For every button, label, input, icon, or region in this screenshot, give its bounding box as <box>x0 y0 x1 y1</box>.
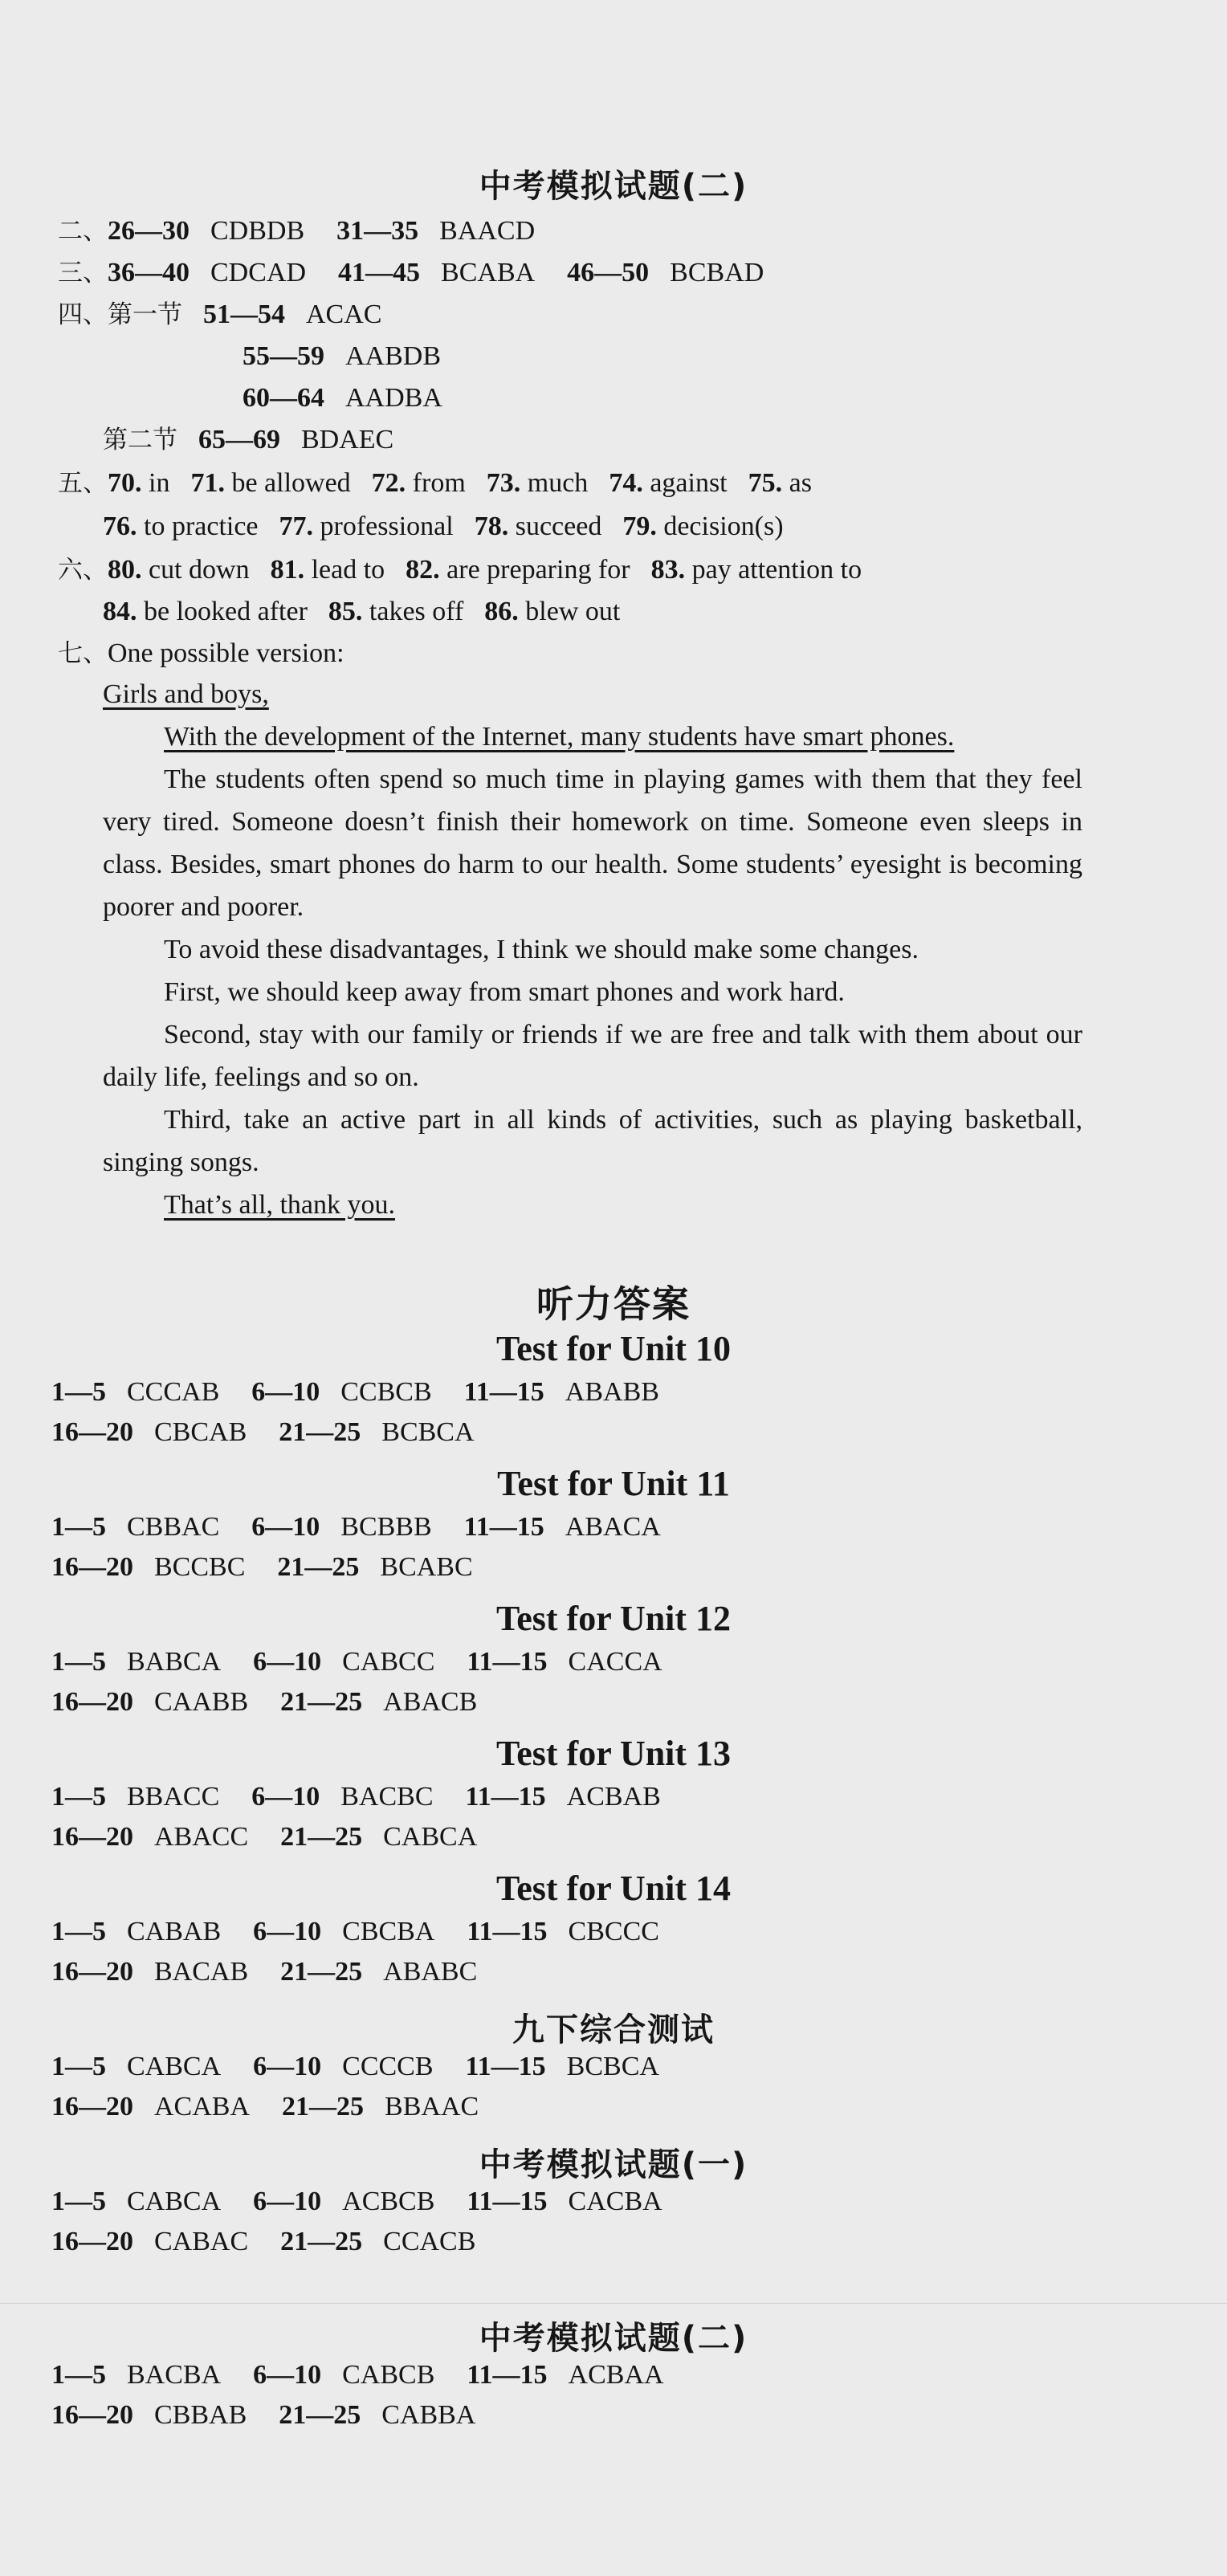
test-answers-row-1: 1—5 CABCA 6—10 CCCCB 11—15 BCBCA <box>51 2052 659 2081</box>
test-answers-row-1: 1—5 CABCA 6—10 ACBCB 11—15 CACBA <box>51 2187 662 2216</box>
test-answers-row-2: 16—20 CABAC 21—25 CCACB <box>51 2227 476 2256</box>
test-answers-row-2: 16—20 ACABA 21—25 BBAAC <box>51 2092 479 2122</box>
essay-paragraph-5: Second, stay with our family or friends if we are free and talk with them about our daily life, feelings and so on. <box>103 1020 1082 1092</box>
sec5-line-2: 76. to practice 77. professional 78. succeed 79. decision(s) <box>103 512 784 541</box>
exam2-title: 中考模拟试题(二) <box>479 168 748 205</box>
test-title: 中考模拟试题(二) <box>479 2320 748 2357</box>
sec4-part2-line: 第二节 65—69 BDAEC <box>103 425 394 454</box>
sec6-line-2: 84. be looked after 85. takes off 86. blew out <box>103 597 621 626</box>
essay-paragraph-6: Third, take an active part in all kinds of activities, such as playing basketball, singing songs. <box>103 1105 1082 1177</box>
sec5-line-1: 五、70. in 71. be allowed 72. from 73. much 74. against 75. as <box>58 468 812 498</box>
essay-paragraph-4: First, we should keep away from smart phones and work hard. <box>164 977 845 1007</box>
test-title: Test for Unit 14 <box>495 1869 732 1908</box>
essay-paragraph-2: The students often spend so much time in playing games with them that they feel very tired. Someone doesn’t finish their homework on time. Someone even sleeps in class. Besides, smart phones do harm to our health. Some students’ eyesight is becoming poorer and poorer. <box>103 764 1082 922</box>
test-title: Test for Unit 10 <box>495 1329 732 1368</box>
test-answers-row-1: 1—5 CBBAC 6—10 BCBBB 11—15 ABACA <box>51 1512 661 1542</box>
sec2-line: 二、26—30 CDBDB 31—35 BAACD <box>58 216 536 246</box>
test-title: 中考模拟试题(一) <box>479 2146 748 2183</box>
test-answers-row-1: 1—5 BACBA 6—10 CABCB 11—15 ACBAA <box>51 2360 664 2390</box>
sample-essay <box>103 673 1082 1226</box>
test-answers-row-2: 16—20 BCCBC 21—25 BCABC <box>51 1552 473 1582</box>
test-title: Test for Unit 13 <box>495 1734 732 1773</box>
essay-closing: That’s all, thank you. <box>164 1190 396 1220</box>
essay-greeting: Girls and boys, <box>103 679 269 709</box>
test-answers-row-1: 1—5 CCCAB 6—10 CCBCB 11—15 ABABB <box>51 1377 659 1407</box>
sec4-line-3: 60—64 AADBA <box>243 383 442 413</box>
test-title: 九下综合测试 <box>512 2011 715 2048</box>
listening-title: 听力答案 <box>536 1282 691 1326</box>
test-answers-row-2: 16—20 CBBAB 21—25 CABBA <box>51 2400 476 2430</box>
sec4-line-2: 55—59 AABDB <box>243 341 442 371</box>
test-title: Test for Unit 11 <box>497 1464 730 1503</box>
divider <box>0 2303 1227 2304</box>
test-answers-row-2: 16—20 ABACC 21—25 CABCA <box>51 1822 478 1852</box>
test-answers-row-1: 1—5 BBACC 6—10 BACBC 11—15 ACBAB <box>51 1782 661 1812</box>
test-answers-row-1: 1—5 BABCA 6—10 CABCC 11—15 CACCA <box>51 1647 662 1677</box>
essay-paragraph-3: To avoid these disadvantages, I think we should make some changes. <box>164 935 919 964</box>
sec6-line-1: 六、80. cut down 81. lead to 82. are preparing for 83. pay attention to <box>58 555 862 585</box>
sec4-line-1: 四、第一节 51—54 ACAC <box>58 300 382 329</box>
essay-paragraph-1: With the development of the Internet, many students have smart phones. <box>164 722 955 752</box>
sec3-line: 三、36—40 CDCAD 41—45 BCABA 46—50 BCBAD <box>58 258 764 287</box>
test-answers-row-1: 1—5 CABAB 6—10 CBCBA 11—15 CBCCC <box>51 1917 659 1946</box>
test-answers-row-2: 16—20 CAABB 21—25 ABACB <box>51 1687 478 1717</box>
test-title: Test for Unit 12 <box>495 1599 732 1638</box>
test-answers-row-2: 16—20 CBCAB 21—25 BCBCA <box>51 1417 475 1447</box>
sec7-intro: 七、One possible version: <box>58 638 344 668</box>
test-answers-row-2: 16—20 BACAB 21—25 ABABC <box>51 1957 478 1987</box>
